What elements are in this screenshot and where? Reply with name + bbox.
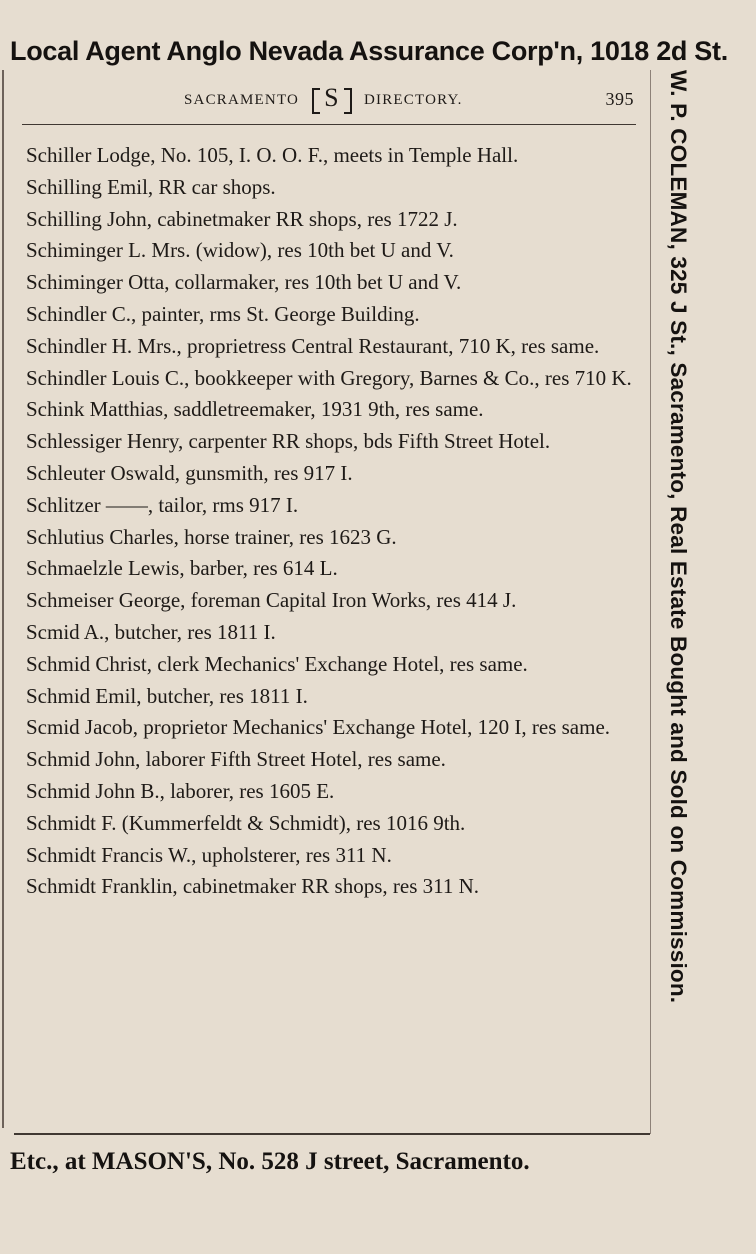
directory-entry: Schink Matthias, saddletreemaker, 1931 9th, res same. [26, 397, 484, 422]
top-advertisement-banner: Local Agent Anglo Nevada Assurance Corp'n, 1018 2d St. [10, 36, 728, 66]
directory-entry: Schlessiger Henry, carpenter RR shops, bds Fifth Street Hotel. [26, 429, 551, 454]
directory-entry: Schindler H. Mrs., proprietress Central Restaurant, 710 K, res same. [26, 333, 600, 358]
directory-entry: Schindler C., painter, rms St. George Building. [26, 301, 420, 326]
directory-entry: Schmid John B., laborer, res 1605 E. [26, 778, 335, 803]
directory-entry: Scmid A., butcher, res 1811 I. [26, 619, 276, 644]
side-advertisement-banner [651, 70, 695, 1134]
directory-entry: Schlutius Charles, horse trainer, res 1623 G. [26, 524, 397, 549]
directory-entry: Schmidt F. (Kummerfeldt & Schmidt), res 1016 9th. [26, 810, 466, 835]
directory-entry: Schmid Christ, clerk Mechanics' Exchange Hotel, res same. [26, 651, 528, 676]
page-number: 395 [605, 89, 634, 109]
directory-entry: Schmidt Francis W., upholsterer, res 311 N. [26, 842, 392, 867]
directory-entry: Schilling John, cabinetmaker RR shops, res 1722 J. [26, 206, 458, 231]
left-margin-rule [2, 70, 4, 1128]
directory-entry: Schilling Emil, RR car shops. [26, 174, 276, 199]
directory-entry: Schmidt Franklin, cabinetmaker RR shops, res 311 N. [26, 874, 479, 899]
directory-entry: Schiller Lodge, No. 105, I. O. O. F., meets in Temple Hall. [26, 143, 519, 167]
directory-entry: Schiminger L. Mrs. (widow), res 10th bet U and V. [26, 238, 454, 263]
directory-entry: Schiminger Otta, collarmaker, res 10th bet U and V. [26, 270, 462, 295]
directory-entry: Schmaelzle Lewis, barber, res 614 L. [26, 556, 338, 581]
directory-entry: Schmid John, laborer Fifth Street Hotel, res same. [26, 747, 446, 772]
directory-entry: Schlitzer ——, tailor, rms 917 I. [26, 492, 299, 517]
header-rule [22, 124, 636, 125]
side-advertisement-text: W. P. COLEMAN, 325 J St., Sacramento, Real Estate Bought and Sold on Commission. [666, 70, 691, 1004]
header-city: SACRAMENTO [184, 92, 300, 108]
header-title: DIRECTORY. [364, 92, 463, 108]
footer-rule [14, 1133, 650, 1135]
running-header [24, 83, 636, 120]
bottom-advertisement-banner: Etc., at MASON'S, No. 528 J street, Sacramento. [10, 1148, 530, 1175]
directory-entry: Scmid Jacob, proprietor Mechanics' Exchange Hotel, 120 I, res same. [26, 715, 611, 740]
directory-entries [26, 140, 634, 903]
directory-entry: Schindler Louis C., bookkeeper with Gregory, Barnes & Co., res 710 K. [26, 365, 632, 390]
header-section-letter: S [312, 84, 352, 112]
directory-entry: Schmeiser George, foreman Capital Iron Works, res 414 J. [26, 588, 517, 613]
directory-entry: Schleuter Oswald, gunsmith, res 917 I. [26, 460, 353, 485]
directory-entry: Schmid Emil, butcher, res 1811 I. [26, 683, 308, 708]
